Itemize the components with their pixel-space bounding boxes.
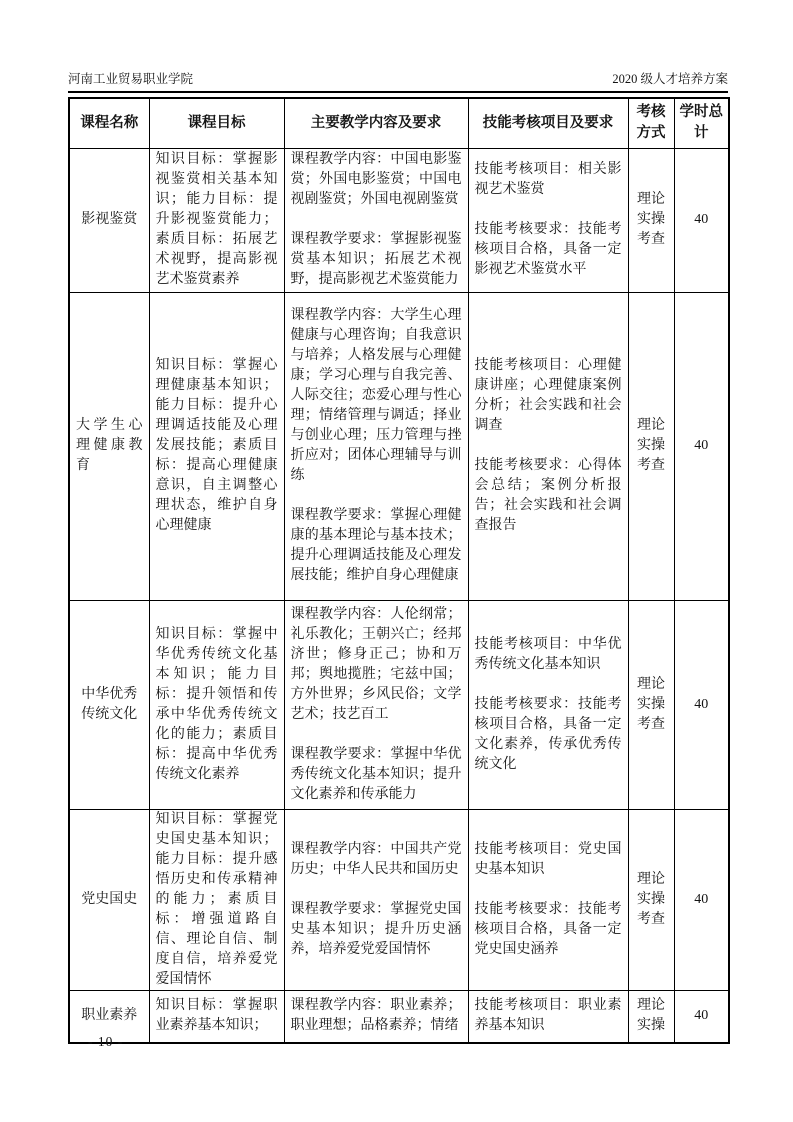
col-header-objectives: 课程目标 [149, 98, 284, 148]
total-hours-cell [674, 809, 729, 990]
assessment-method: 理论实操 [637, 998, 665, 1034]
assessment-requirements: 技能考核要求：技能考核项目合格，具备一定影视艺术鉴赏水平 [474, 222, 622, 277]
table-row [69, 809, 729, 990]
course-objectives: 知识目标：掌握影视鉴赏相关基本知识；能力目标：提升影视鉴赏能力；素质目标：拓展艺术视野，提高影视艺术鉴赏素养 [155, 152, 278, 287]
total-hours-cell [674, 148, 729, 292]
assessment-method-cell [628, 809, 674, 990]
total-hours: 40 [694, 1008, 709, 1024]
col-header-assessment: 技能考核项目及要求 [468, 98, 628, 148]
teaching-requirements: 课程教学要求：掌握党史国史基本知识；提升历史涵养，培养爱党爱国情怀 [290, 901, 462, 957]
course-objectives-cell [149, 292, 284, 600]
course-name-cell [69, 600, 149, 809]
course-name-cell [69, 809, 149, 990]
header-plan-title: 2020 级人才培养方案 [612, 72, 728, 86]
header-school-name: 河南工业贸易职业学院 [68, 72, 194, 86]
total-hours: 40 [694, 696, 709, 712]
course-objectives-cell [149, 809, 284, 990]
total-hours-cell [674, 990, 729, 1043]
assessment-items: 技能考核项目：中华优秀传统文化基本知识 [474, 636, 622, 672]
course-name: 职业素养 [81, 1008, 138, 1024]
assessment-cell [468, 292, 628, 600]
assessment-cell [468, 600, 628, 809]
col-header-content: 主要教学内容及要求 [284, 98, 468, 148]
teaching-content-cell [284, 809, 468, 990]
assessment-method-cell [628, 990, 674, 1043]
assessment-method: 理论实操考查 [637, 676, 665, 732]
total-hours-cell [674, 292, 729, 600]
teaching-content-cell [284, 292, 468, 600]
course-name: 大学生心理健康教育 [76, 418, 143, 473]
table-row [69, 600, 729, 809]
assessment-items: 技能考核项目：党史国史基本知识 [474, 841, 622, 877]
teaching-content: 课程教学内容：中国共产党历史；中华人民共和国历史 [290, 841, 462, 877]
teaching-content-cell [284, 148, 468, 292]
teaching-content: 课程教学内容：大学生心理健康与心理咨询；自我意识与培养；人格发展与心理健康；学习心理与自我完善、人际交往；恋爱心理与性心理；情绪管理与调适；择业与创业心理；压力管理与挫折应对；团体心理辅导与训练 [290, 308, 462, 483]
course-objectives: 知识目标：掌握中华优秀传统文化基本知识；能力目标：提升领悟和传承中华优秀传统文化的能力；素质目标：提高中华优秀传统文化素养 [155, 626, 278, 782]
teaching-content-cell [284, 990, 468, 1043]
course-objectives: 知识目标：掌握心理健康基本知识；能力目标：提升心理调适技能及心理发展技能；素质目标：提高心理健康意识，自主调整心理状态，维护自身心理健康 [155, 358, 278, 533]
total-hours: 40 [694, 891, 709, 907]
assessment-cell [468, 148, 628, 292]
course-name-cell [69, 292, 149, 600]
course-objectives-cell [149, 148, 284, 292]
assessment-method: 理论实操考查 [637, 871, 665, 927]
course-name: 中华优秀传统文化 [81, 686, 138, 722]
col-header-method: 考核方式 [628, 98, 674, 148]
total-hours: 40 [694, 212, 709, 227]
teaching-requirements: 课程教学要求：掌握影视鉴赏基本知识；拓展艺术视野，提高影视艺术鉴赏能力 [290, 232, 462, 287]
course-objectives: 知识目标：掌握党史国史基本知识；能力目标：提升感悟历史和传承精神的能力；素质目标：增强道路自信、理论自信、制度自信，培养爱党爱国情怀 [155, 811, 278, 987]
col-header-course: 课程名称 [69, 98, 149, 148]
course-name-cell [69, 148, 149, 292]
page-number: - 10 - [88, 1034, 124, 1049]
course-objectives-cell [149, 990, 284, 1043]
assessment-method-cell [628, 292, 674, 600]
teaching-requirements: 课程教学要求：掌握心理健康的基本理论与基本技术；提升心理调适技能及心理发展技能；维护自身心理健康 [290, 508, 462, 583]
table-row [69, 148, 729, 292]
assessment-items: 技能考核项目：心理健康讲座；心理健康案例分析；社会实践和社会调查 [474, 358, 622, 433]
total-hours: 40 [694, 438, 709, 453]
teaching-content: 课程教学内容：人伦纲常；礼乐教化；王朝兴亡；经邦济世；修身正己；协和万邦；舆地揽胜；宅兹中国；方外世界；乡风民俗；文学艺术；技艺百工 [290, 606, 462, 722]
table-row [69, 292, 729, 600]
assessment-method: 理论实操考查 [637, 192, 665, 247]
assessment-items: 技能考核项目：职业素养基本知识 [474, 998, 622, 1034]
assessment-requirements: 技能考核要求：心得体会总结；案例分析报告；社会实践和社会调查报告 [474, 458, 622, 533]
course-objectives: 知识目标：掌握职业素养基本知识； [155, 998, 278, 1034]
teaching-requirements: 课程教学要求：掌握中华优秀传统文化基本知识；提升文化素养和传承能力 [290, 746, 462, 802]
course-name: 党史国史 [81, 891, 138, 907]
assessment-method: 理论实操考查 [637, 418, 665, 473]
assessment-cell [468, 809, 628, 990]
teaching-content: 课程教学内容：职业素养；职业理想；品格素养；情绪 [290, 998, 462, 1034]
course-name: 影视鉴赏 [81, 212, 138, 227]
col-header-hours: 学时总计 [674, 98, 729, 148]
course-objectives-cell [149, 600, 284, 809]
table-row [69, 990, 729, 1043]
teaching-content: 课程教学内容：中国电影鉴赏；外国电影鉴赏；中国电视剧鉴赏；外国电视剧鉴赏 [290, 152, 462, 207]
assessment-method-cell [628, 148, 674, 292]
course-table [68, 97, 730, 1044]
page-header [68, 71, 728, 93]
assessment-requirements: 技能考核要求：技能考核项目合格，具备一定党史国史涵养 [474, 901, 622, 957]
teaching-content-cell [284, 600, 468, 809]
table-header-row [69, 98, 729, 148]
total-hours-cell [674, 600, 729, 809]
assessment-cell [468, 990, 628, 1043]
assessment-items: 技能考核项目：相关影视艺术鉴赏 [474, 162, 622, 197]
assessment-method-cell [628, 600, 674, 809]
assessment-requirements: 技能考核要求：技能考核项目合格，具备一定文化素养，传承优秀传统文化 [474, 696, 622, 772]
